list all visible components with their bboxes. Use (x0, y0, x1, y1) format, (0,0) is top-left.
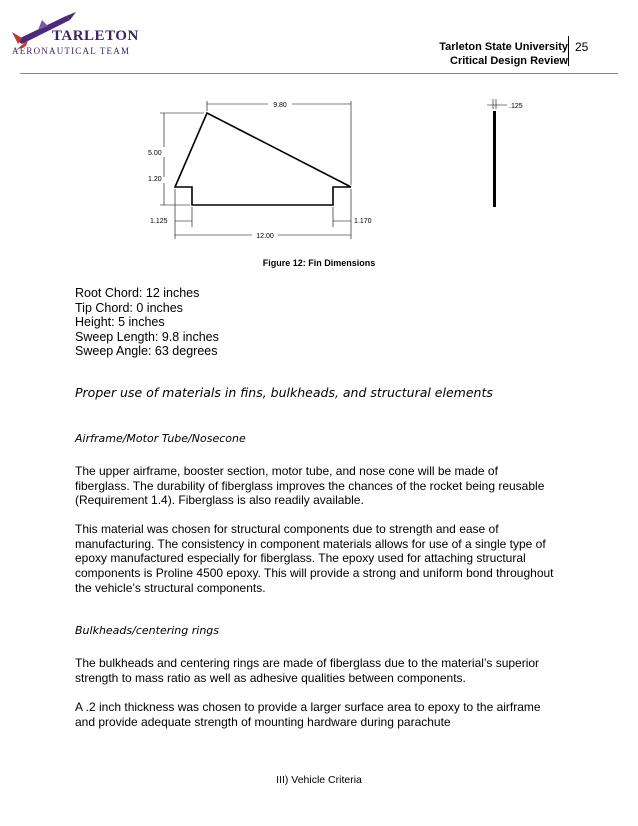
dim-thickness: .125 (509, 103, 523, 110)
header-university: Tarleton State University (439, 41, 568, 53)
spec-height: Height: 5 inches (75, 315, 165, 330)
spec-root-chord: Root Chord: 12 inches (75, 286, 200, 300)
logo-title: TARLETON (52, 28, 139, 44)
page-footer: III) Vehicle Criteria (276, 774, 362, 786)
header-rule (20, 73, 618, 74)
logo-subtitle: AERONAUTICAL TEAM (12, 46, 131, 56)
fin-specs-list (75, 286, 219, 359)
team-logo (8, 10, 139, 56)
spec-sweep-angle: Sweep Angle: 63 degrees (75, 344, 218, 359)
spec-tip-chord: Tip Chord: 0 inches (75, 300, 183, 315)
dim-left-tab: 1.125 (150, 218, 168, 225)
dim-right-tab: 1.170 (354, 218, 372, 225)
header-divider (568, 36, 569, 66)
airframe-paragraph-1: The upper airframe, booster section, motor tube, and nose cone will be made of fiberglass. The durability of fiberglass improves the chances of the rocket being reusable (Requirement 1.4). Fiberglass is also readily available. (75, 464, 545, 508)
airframe-paragraph-2: This material was chosen for structural components due to strength and ease of manufacturing. The consistency in component materials allows for use of a single type of epoxy manufactured especially for fiberglass. The epoxy used for attaching structural components is Proline 4500 epoxy. This will provide a strong and uniform bond throughout the vehicle’s structural components. (75, 522, 554, 595)
spec-sweep-length: Sweep Length: 9.8 inches (75, 329, 219, 344)
page-number: 25 (575, 40, 589, 54)
header-review: Critical Design Review (450, 55, 568, 67)
bulkheads-heading: Bulkheads/centering rings (75, 624, 220, 637)
fin-outline (175, 113, 351, 205)
fin-side-view (485, 97, 545, 209)
fin-dimension-drawing (140, 95, 390, 245)
bulkheads-paragraph-2: A .2 inch thickness was chosen to provide a larger surface area to epoxy to the airframe and provide adequate strength of mounting hardware during parachute (75, 700, 541, 729)
section-heading: Proper use of materials in fins, bulkheads, and structural elements (75, 385, 493, 400)
page-header (439, 40, 568, 68)
dim-tab-height: 1.20 (148, 176, 162, 183)
figure-caption: Figure 12: Fin Dimensions (262, 258, 376, 268)
dim-root: 12.00 (256, 233, 274, 240)
bulkheads-paragraph-1: The bulkheads and centering rings are made of fiberglass due to the material’s superior strength to mass ratio as well as adhesive qualities between components. (75, 656, 540, 685)
airframe-heading: Airframe/Motor Tube/Nosecone (75, 432, 246, 445)
dim-sweep: 9.80 (273, 102, 287, 109)
dim-height: 5.00 (148, 150, 162, 157)
